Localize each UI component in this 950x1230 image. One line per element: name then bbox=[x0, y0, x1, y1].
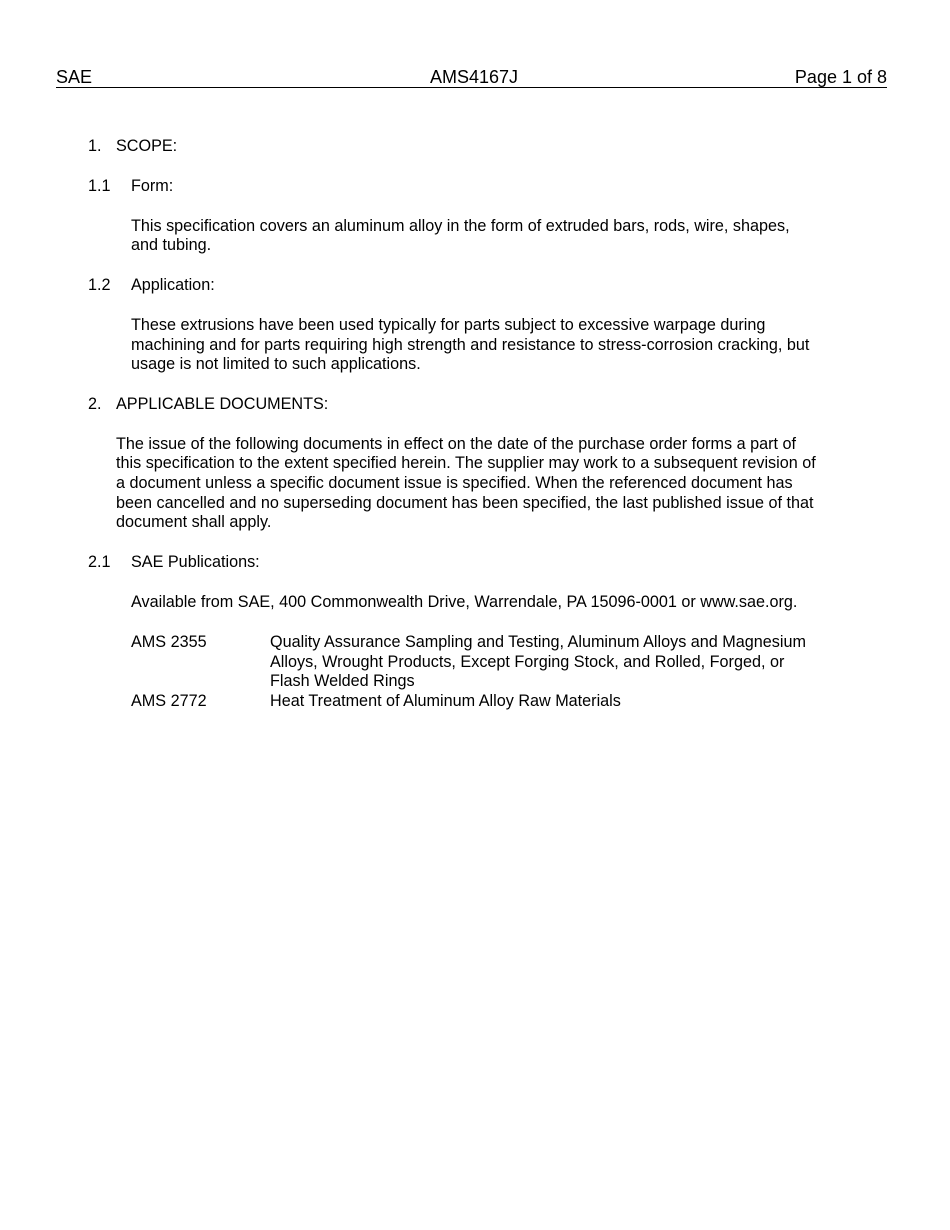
section-1-2-number: 1.2 bbox=[88, 276, 111, 294]
section-2-text-line: been cancelled and no superseding document has been specified, the last published issue of that bbox=[116, 494, 814, 512]
header-page-number: Page 1 of 8 bbox=[794, 67, 887, 87]
section-1-2-title: Application: bbox=[131, 276, 215, 294]
section-1-2-text-line: machining and for parts requiring high strength and resistance to stress-corrosion cracking, but bbox=[131, 336, 810, 354]
section-1-title: SCOPE: bbox=[116, 137, 178, 155]
section-1-1-title: Form: bbox=[131, 177, 174, 195]
reference-code: AMS 2355 bbox=[131, 633, 207, 651]
section-2-text-line: a document unless a specific document issue is specified. When the referenced document has bbox=[116, 474, 793, 492]
section-2-1-availability: Available from SAE, 400 Commonwealth Drive, Warrendale, PA 15096-0001 or www.sae.org. bbox=[131, 593, 798, 611]
section-2-1-title: SAE Publications: bbox=[131, 553, 260, 571]
reference-code: AMS 2772 bbox=[131, 692, 207, 710]
header-org: SAE bbox=[56, 67, 93, 87]
reference-title-line: Heat Treatment of Aluminum Alloy Raw Materials bbox=[270, 692, 621, 710]
header-doc-number: AMS4167J bbox=[430, 67, 519, 87]
section-2-number: 2. bbox=[88, 395, 102, 413]
reference-title-line: Flash Welded Rings bbox=[270, 672, 415, 690]
section-1-1-number: 1.1 bbox=[88, 177, 111, 195]
reference-title-line: Quality Assurance Sampling and Testing, Aluminum Alloys and Magnesium bbox=[270, 633, 806, 651]
section-1-2-text-line: These extrusions have been used typically for parts subject to excessive warpage during bbox=[131, 316, 766, 334]
section-1-1-text-line: This specification covers an aluminum alloy in the form of extruded bars, rods, wire, shapes, bbox=[131, 217, 790, 235]
section-1-number: 1. bbox=[88, 137, 102, 155]
page-header bbox=[56, 67, 887, 88]
section-2-text-line: document shall apply. bbox=[116, 513, 272, 531]
section-2-1-number: 2.1 bbox=[88, 553, 111, 571]
section-1-2-text-line: usage is not limited to such applications. bbox=[131, 355, 421, 373]
section-2-text-line: this specification to the extent specified herein. The supplier may work to a subsequent revision of bbox=[116, 454, 816, 472]
reference-title-line: Alloys, Wrought Products, Except Forging Stock, and Rolled, Forged, or bbox=[270, 653, 785, 671]
section-2-title: APPLICABLE DOCUMENTS: bbox=[116, 395, 329, 413]
section-1-1-text-line: and tubing. bbox=[131, 236, 212, 254]
section-2-text-line: The issue of the following documents in effect on the date of the purchase order forms a part of bbox=[116, 435, 796, 453]
